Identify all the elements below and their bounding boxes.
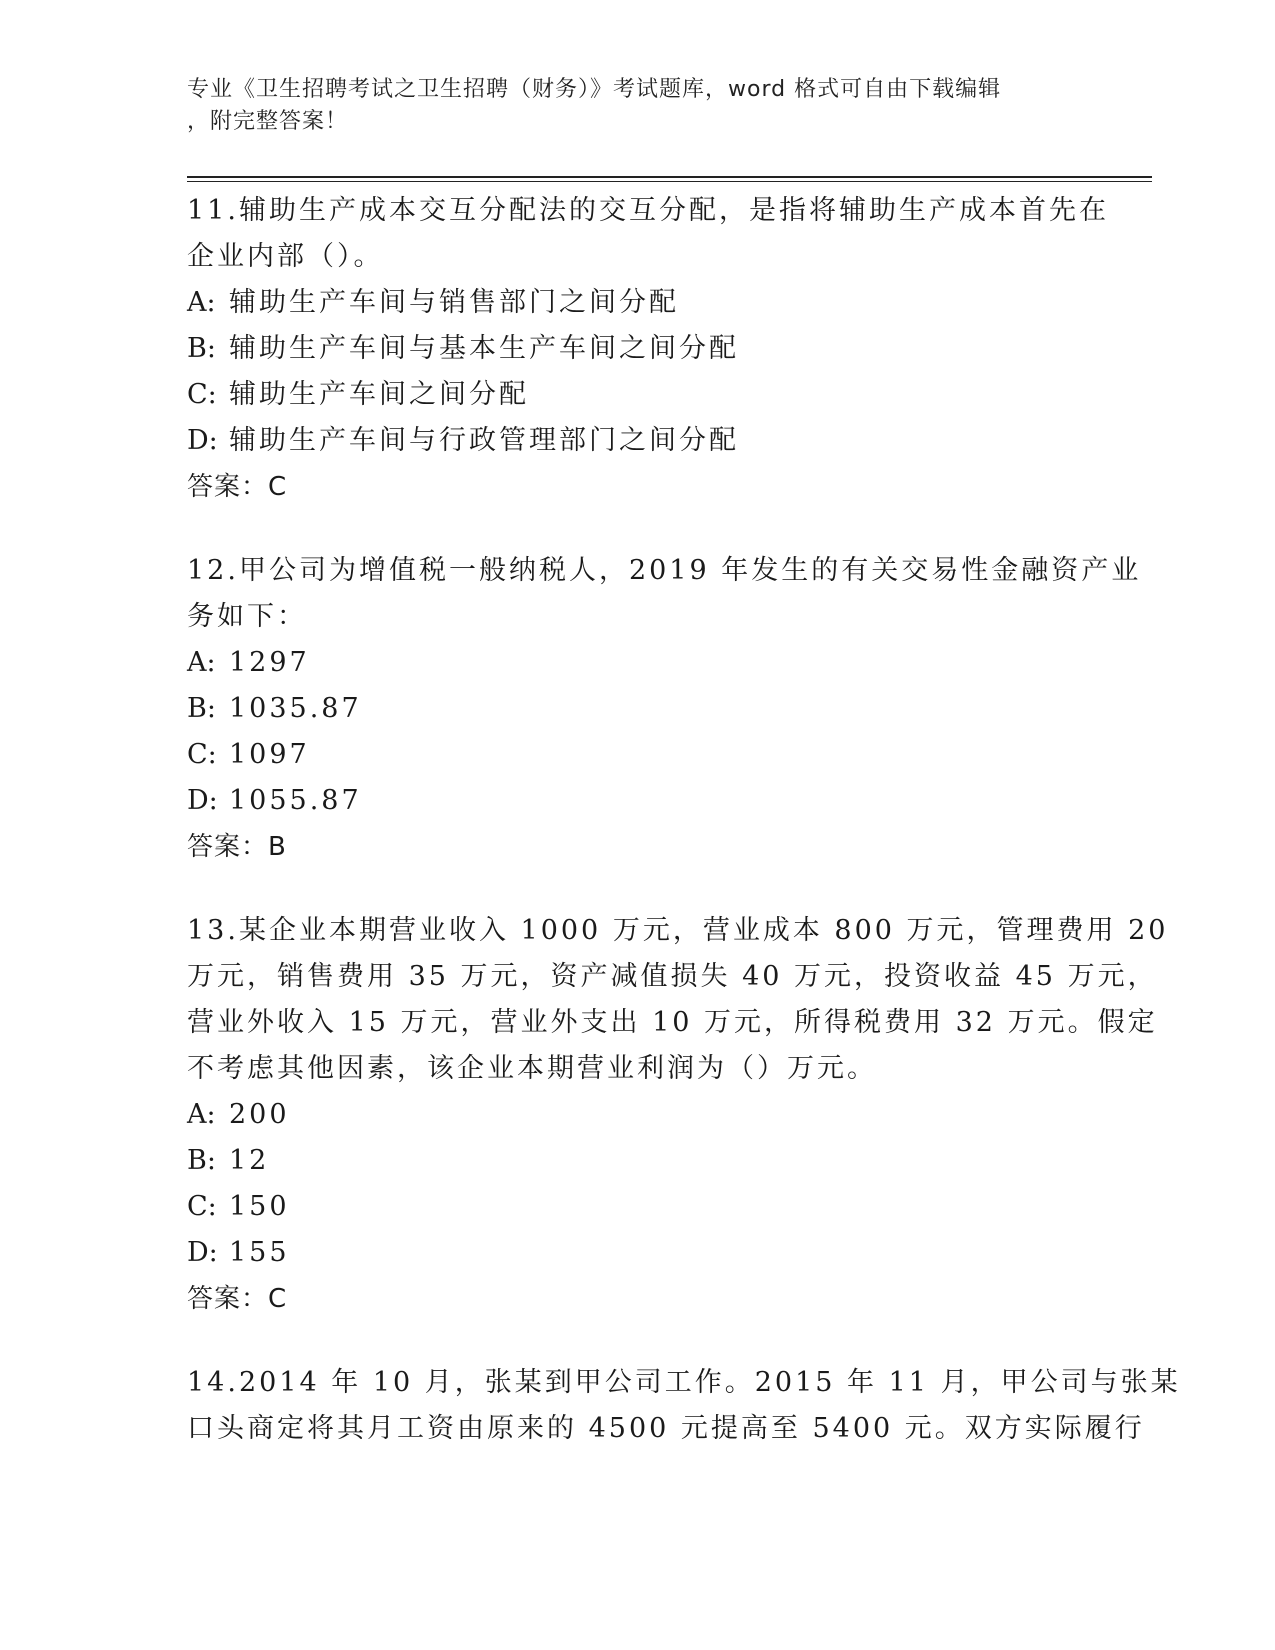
question-list <box>187 188 1181 1452</box>
option-b <box>187 1138 1087 1184</box>
header-divider-thick <box>187 176 1152 178</box>
question-stem-line: 不考虑其他因素，该企业本期营业利润为（）万元。 <box>187 1053 877 1084</box>
option-text: 1097 <box>229 739 310 770</box>
option-c <box>187 372 1087 418</box>
option-letter: A: <box>187 1099 216 1130</box>
answer-line: 答案：B <box>187 832 287 862</box>
option-letter: D: <box>187 425 218 456</box>
question-stem-line: 营业外收入 15 万元，营业外支出 10 万元，所得税费用 32 万元。假定 <box>187 1007 1158 1038</box>
option-text: 12 <box>229 1145 270 1176</box>
option-d <box>187 1230 1087 1276</box>
option-letter: A: <box>187 287 216 318</box>
option-text: 辅助生产车间之间分配 <box>229 379 529 410</box>
question-stem-line: 口头商定将其月工资由原来的 4500 元提高至 5400 元。双方实际履行 <box>187 1413 1145 1444</box>
option-letter: A: <box>187 647 216 678</box>
question-stem-line: 14.2014 年 10 月，张某到甲公司工作。2015 年 11 月，甲公司与张某 <box>187 1367 1181 1398</box>
option-b <box>187 686 1087 732</box>
option-letter: C: <box>187 1191 217 1222</box>
answer-line: 答案：C <box>187 1284 288 1314</box>
question-stem-line: 13.某企业本期营业收入 1000 万元，营业成本 800 万元，管理费用 20 <box>187 915 1169 946</box>
option-d <box>187 418 1087 464</box>
option-a <box>187 280 1087 326</box>
option-letter: B: <box>187 333 216 364</box>
option-c <box>187 1184 1087 1230</box>
option-a <box>187 640 1087 686</box>
option-text: 辅助生产车间与行政管理部门之间分配 <box>229 425 739 456</box>
answer-line: 答案：C <box>187 472 288 502</box>
question-stem-line: 务如下： <box>187 601 307 632</box>
option-text: 辅助生产车间与基本生产车间之间分配 <box>229 333 739 364</box>
option-text: 1055.87 <box>229 785 362 816</box>
header-title-line-2: ，附完整答案！ <box>187 109 349 134</box>
question-13 <box>187 908 1169 1322</box>
question-spacer <box>187 510 1087 548</box>
question-stem-line: 企业内部（）。 <box>187 241 384 272</box>
question-11 <box>187 188 1109 510</box>
header-divider-thin <box>187 181 1152 182</box>
question-stem-line: 12.甲公司为增值税一般纳税人，2019 年发生的有关交易性金融资产业 <box>187 555 1142 586</box>
option-c <box>187 732 1087 778</box>
option-text: 1297 <box>229 647 310 678</box>
question-stem-line: 万元，销售费用 35 万元，资产减值损失 40 万元，投资收益 45 万元， <box>187 961 1158 992</box>
option-text: 200 <box>229 1099 290 1130</box>
option-b <box>187 326 1087 372</box>
option-text: 1035.87 <box>229 693 362 724</box>
question-12 <box>187 548 1142 870</box>
option-letter: B: <box>187 693 216 724</box>
option-a <box>187 1092 1087 1138</box>
option-letter: D: <box>187 1237 218 1268</box>
option-text: 辅助生产车间与销售部门之间分配 <box>229 287 679 318</box>
option-text: 155 <box>229 1237 290 1268</box>
document-header <box>187 74 1067 138</box>
header-title-line-1: 专业《卫生招聘考试之卫生招聘（财务）》考试题库，word 格式可自由下载编辑 <box>187 77 1002 102</box>
option-letter: C: <box>187 379 217 410</box>
option-letter: D: <box>187 785 218 816</box>
question-stem-line: 11.辅助生产成本交互分配法的交互分配，是指将辅助生产成本首先在 <box>187 195 1109 226</box>
question-14 <box>187 1360 1181 1452</box>
question-spacer <box>187 870 1087 908</box>
option-d <box>187 778 1087 824</box>
question-spacer <box>187 1322 1087 1360</box>
option-letter: C: <box>187 739 217 770</box>
option-text: 150 <box>229 1191 290 1222</box>
option-letter: B: <box>187 1145 216 1176</box>
